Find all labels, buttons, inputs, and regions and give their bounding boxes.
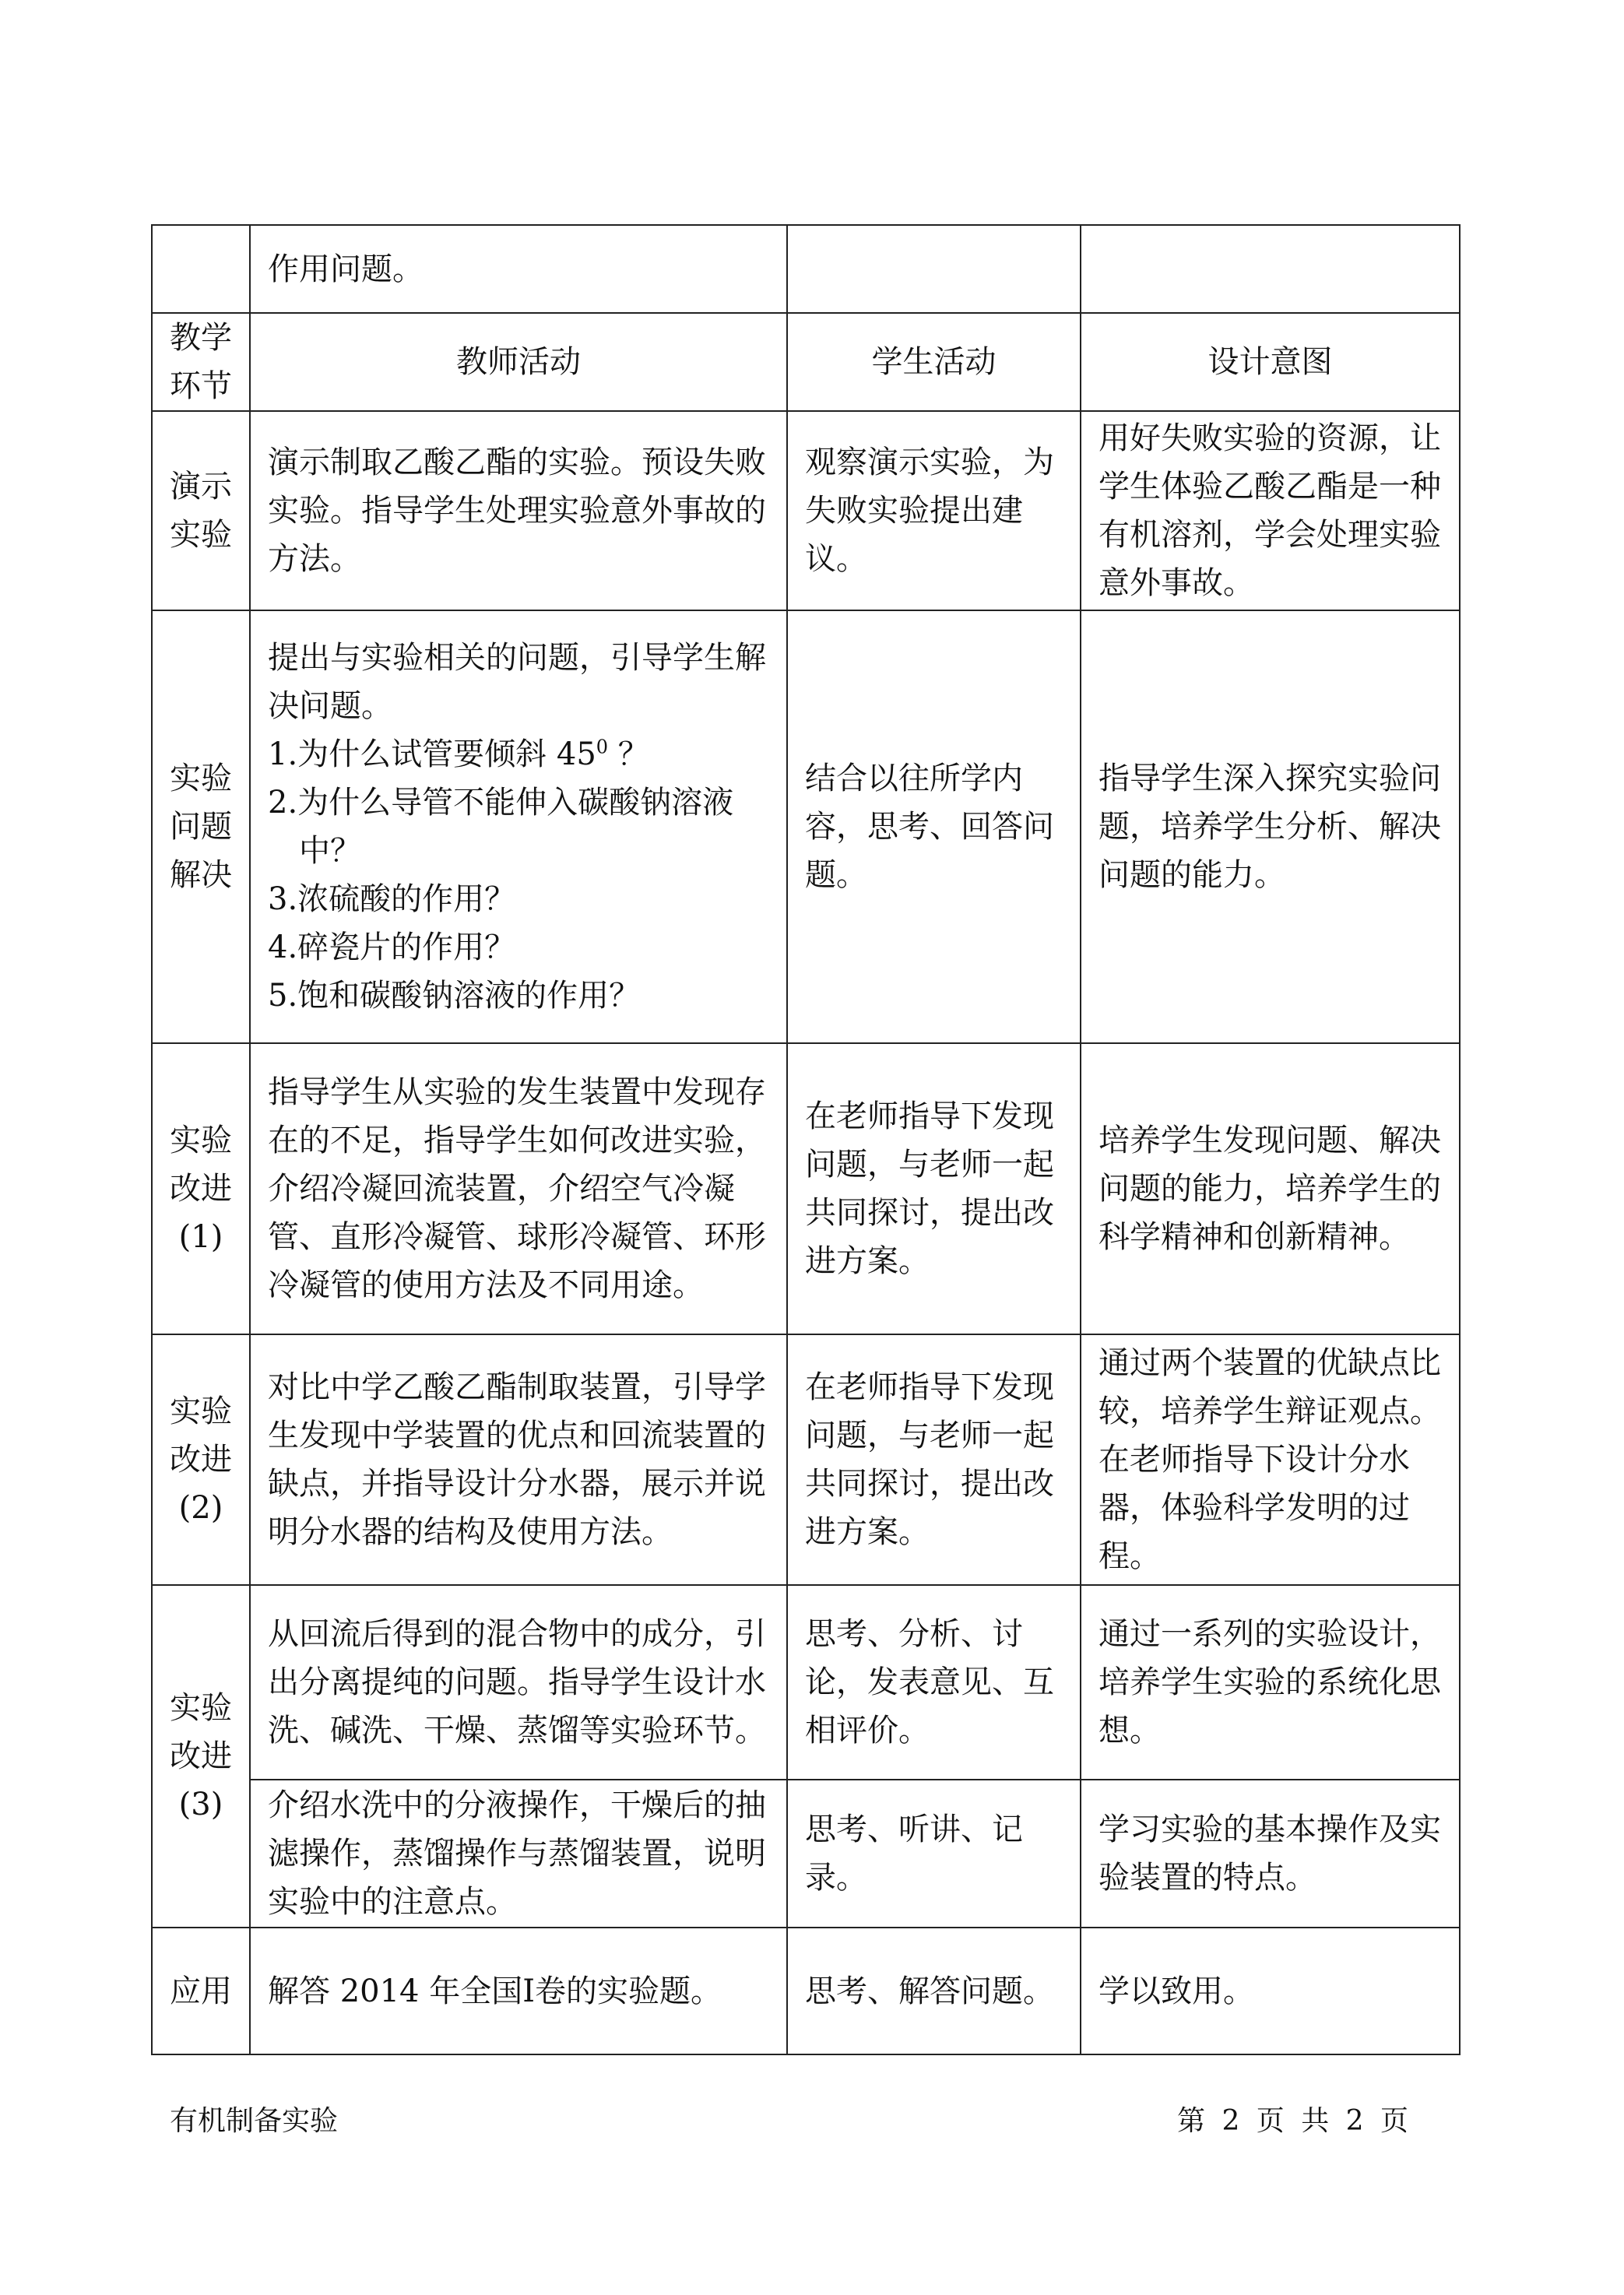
- question-1-text: 1.为什么试管要倾斜 45: [268, 736, 596, 772]
- table-row: [152, 411, 1460, 610]
- header-teacher: 教师活动: [250, 313, 787, 411]
- stage-cell: 应用: [152, 1928, 250, 2054]
- student-activity-cell: 观察演示实验，为失败实验提出建议。: [787, 411, 1081, 610]
- table-row: [152, 610, 1460, 1043]
- stage-cell: [152, 1043, 250, 1334]
- table-row: [152, 1928, 1460, 2054]
- student-activity-cell: 在老师指导下发现问题，与老师一起共同探讨，提出改进方案。: [787, 1043, 1081, 1334]
- continued-intent-cell: [1081, 225, 1460, 313]
- continued-row: [152, 225, 1460, 313]
- student-activity-cell: 思考、分析、讨论，发表意见、互相评价。: [787, 1585, 1081, 1780]
- footer-title: 有机制备实验: [170, 2105, 339, 2137]
- question-2-continued: 中？: [299, 833, 361, 869]
- teacher-activity-cell: 从回流后得到的混合物中的成分，引出分离提纯的问题。指导学生设计水洗、碱洗、干燥、蒸馏等实验环节。: [250, 1585, 787, 1780]
- header-stage: 教学环节: [152, 313, 250, 411]
- teacher-activity-cell: 介绍水洗中的分液操作，干燥后的抽滤操作，蒸馏操作与蒸馏装置，说明实验中的注意点。: [250, 1780, 787, 1928]
- stage-cell: [152, 1334, 250, 1585]
- stage-number: (3): [178, 1787, 223, 1822]
- table-row: [152, 1043, 1460, 1334]
- continued-stage-cell: [152, 225, 250, 313]
- stage-label: 实验改进: [170, 1690, 232, 1774]
- footer-page-number: 第 2 页 共 2 页: [1177, 2105, 1409, 2137]
- stage-label: 实验改进: [170, 1394, 232, 1478]
- design-intent-cell: 培养学生发现问题、解决问题的能力，培养学生的科学精神和创新精神。: [1081, 1043, 1460, 1334]
- table-row: [152, 1780, 1460, 1928]
- student-activity-cell: 结合以往所学内容，思考、回答问题。: [787, 610, 1081, 1043]
- header-student: 学生活动: [787, 313, 1081, 411]
- teacher-activity-cell: 对比中学乙酸乙酯制取装置，引导学生发现中学装置的优点和回流装置的缺点，并指导设计分水器，展示并说明分水器的结构及使用方法。: [250, 1334, 787, 1585]
- question-1-end: ？: [608, 736, 649, 772]
- lesson-plan-table: [151, 224, 1461, 2055]
- teacher-activity-cell: 指导学生从实验的发生装置中发现存在的不足，指导学生如何改进实验，介绍冷凝回流装置，介绍空气冷凝管、直形冷凝管、球形冷凝管、环形冷凝管的使用方法及不同用途。: [250, 1043, 787, 1334]
- question-1: [268, 730, 769, 778]
- question-4: 4.碎瓷片的作用？: [268, 930, 516, 965]
- design-intent-cell: 用好失败实验的资源，让学生体验乙酸乙酯是一种有机溶剂，学会处理实验意外事故。: [1081, 411, 1460, 610]
- question-5: 5.饱和碳酸钠溶液的作用？: [268, 978, 641, 1014]
- question-2: 2.为什么导管不能伸入碳酸钠溶液: [268, 785, 734, 821]
- design-intent-cell: 学以致用。: [1081, 1928, 1460, 2054]
- student-activity-cell: 思考、解答问题。: [787, 1928, 1081, 2054]
- teacher-activity-cell: 解答 2014 年全国Ⅰ卷的实验题。: [250, 1928, 787, 2054]
- design-intent-cell: 指导学生深入探究实验问题，培养学生分析、解决问题的能力。: [1081, 610, 1460, 1043]
- continued-student-cell: [787, 225, 1081, 313]
- question-3: 3.浓硫酸的作用？: [268, 881, 516, 917]
- student-activity-cell: 思考、听讲、记录。: [787, 1780, 1081, 1928]
- table-row: [152, 1585, 1460, 1780]
- continued-teacher-cell: 作用问题。: [250, 225, 787, 313]
- header-intent: 设计意图: [1081, 313, 1460, 411]
- table-header-row: [152, 313, 1460, 411]
- teacher-activity-cell: [250, 610, 787, 1043]
- design-intent-cell: 通过一系列的实验设计，培养学生实验的系统化思想。: [1081, 1585, 1460, 1780]
- question-1-superscript: 0: [596, 736, 609, 758]
- stage-cell: 演示实验: [152, 411, 250, 610]
- design-intent-cell: 通过两个装置的优缺点比较，培养学生辩证观点。在老师指导下设计分水器，体验科学发明的过程。: [1081, 1334, 1460, 1585]
- stage-number: (1): [178, 1219, 223, 1255]
- student-activity-cell: 在老师指导下发现问题，与老师一起共同探讨，提出改进方案。: [787, 1334, 1081, 1585]
- stage-number: (2): [178, 1490, 223, 1526]
- stage-cell: 实验问题解决: [152, 610, 250, 1043]
- design-intent-cell: 学习实验的基本操作及实验装置的特点。: [1081, 1780, 1460, 1928]
- stage-label: 实验改进: [170, 1123, 232, 1207]
- teacher-intro: 提出与实验相关的问题，引导学生解决问题。: [268, 640, 766, 724]
- teacher-activity-cell: 演示制取乙酸乙酯的实验。预设失败实验。指导学生处理实验意外事故的方法。: [250, 411, 787, 610]
- table-row: [152, 1334, 1460, 1585]
- stage-cell: [152, 1585, 250, 1928]
